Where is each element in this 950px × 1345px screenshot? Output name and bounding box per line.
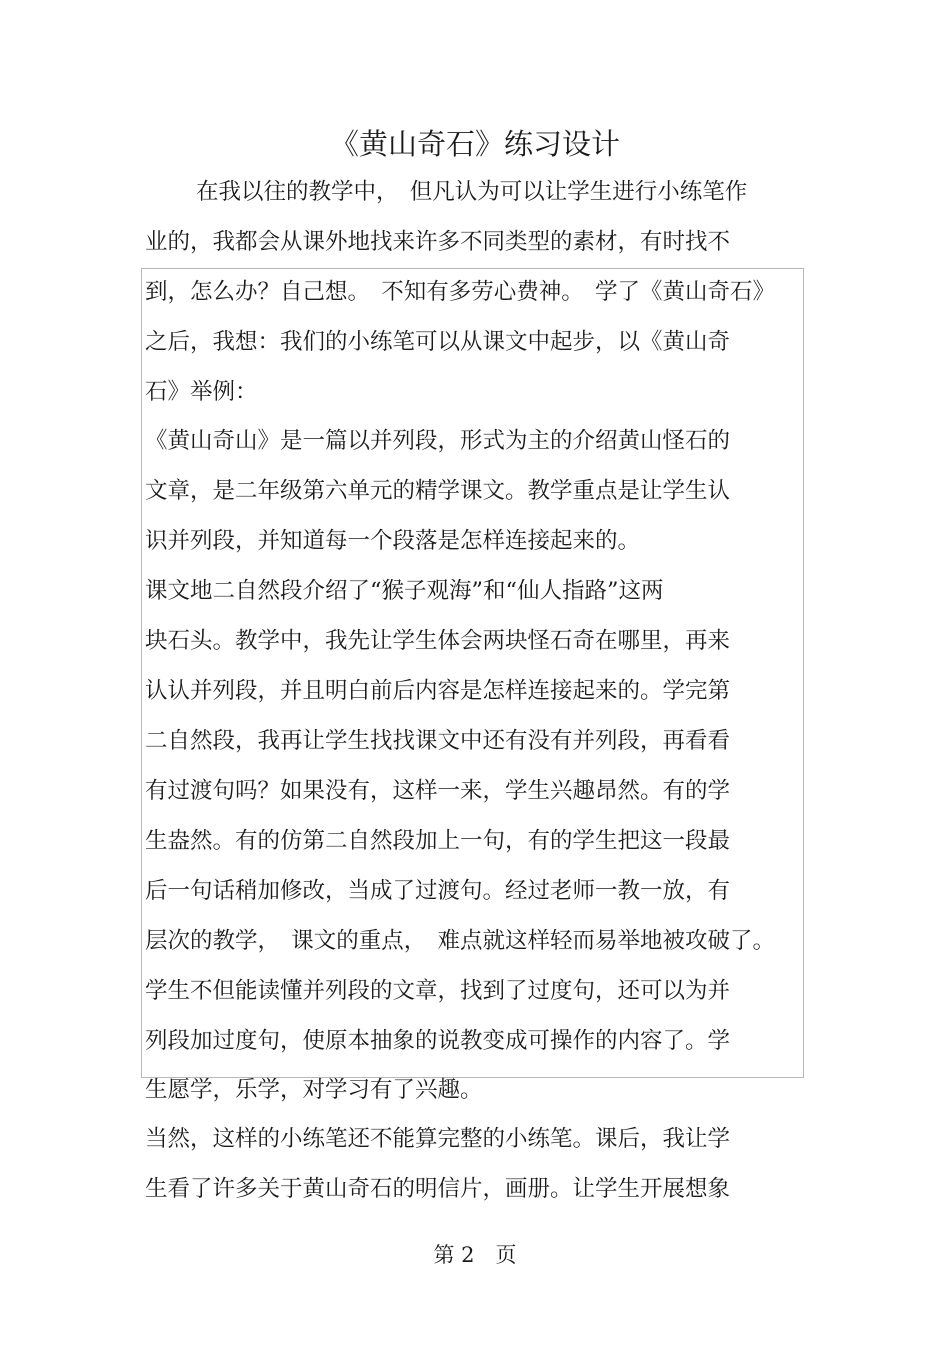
paragraph-line: 列段加过度句，使原本抽象的说教变成可操作的内容了。学 xyxy=(145,1028,731,1054)
page-number: 第 2 页 xyxy=(433,1243,517,1267)
paragraph-line: 有过渡句吗？如果没有，这样一来，学生兴趣昂然。有的学 xyxy=(145,778,731,804)
paragraph-line: 到，怎么办？自己想。 不知有多劳心费神。 学了《黄山奇石》 xyxy=(145,279,776,305)
paragraph-line: 生看了许多关于黄山奇石的明信片，画册。让学生开展想象 xyxy=(145,1176,731,1202)
paragraph-line: 《黄山奇山》是一篇以并列段，形式为主的介绍黄山怪石的 xyxy=(145,428,731,454)
paragraph-line: 在我以往的教学中， 但凡认为可以让学生进行小练笔作 xyxy=(196,179,748,205)
paragraph-line: 层次的教学， 课文的重点， 难点就这样轻而易举地被攻破了。 xyxy=(145,928,776,954)
paragraph-line: 后一句话稍加修改，当成了过渡句。经过老师一教一放，有 xyxy=(145,878,731,904)
paragraph-line: 之后，我想：我们的小练笔可以从课文中起步，以《黄山奇 xyxy=(145,329,731,355)
paragraph-line: 当然，这样的小练笔还不能算完整的小练笔。课后，我让学 xyxy=(145,1126,731,1152)
paragraph-line: 文章，是二年级第六单元的精学课文。教学重点是让学生认 xyxy=(145,478,731,504)
paragraph-line: 课文地二自然段介绍了“猴子观海”和“仙人指路”这两 xyxy=(145,578,664,604)
paragraph-line: 认认并列段，并且明白前后内容是怎样连接起来的。学完第 xyxy=(145,678,731,704)
paragraph-line: 石》举例： xyxy=(145,379,258,405)
paragraph-line: 二自然段，我再让学生找找课文中还有没有并列段，再看看 xyxy=(145,728,731,754)
document-title: 《黄山奇石》练习设计 xyxy=(329,127,620,161)
paragraph-line: 业的，我都会从课外地找来许多不同类型的素材，有时找不 xyxy=(145,229,731,255)
paragraph-line: 生盎然。有的仿第二自然段加上一句，有的学生把这一段最 xyxy=(145,828,731,854)
paragraph-line: 学生不但能读懂并列段的文章，找到了过度句，还可以为并 xyxy=(145,978,731,1004)
paragraph-line: 识并列段，并知道每一个段落是怎样连接起来的。 xyxy=(145,528,641,554)
paragraph-line: 生愿学，乐学，对学习有了兴趣。 xyxy=(145,1077,483,1103)
paragraph-line: 块石头。教学中，我先让学生体会两块怪石奇在哪里，再来 xyxy=(145,628,731,654)
